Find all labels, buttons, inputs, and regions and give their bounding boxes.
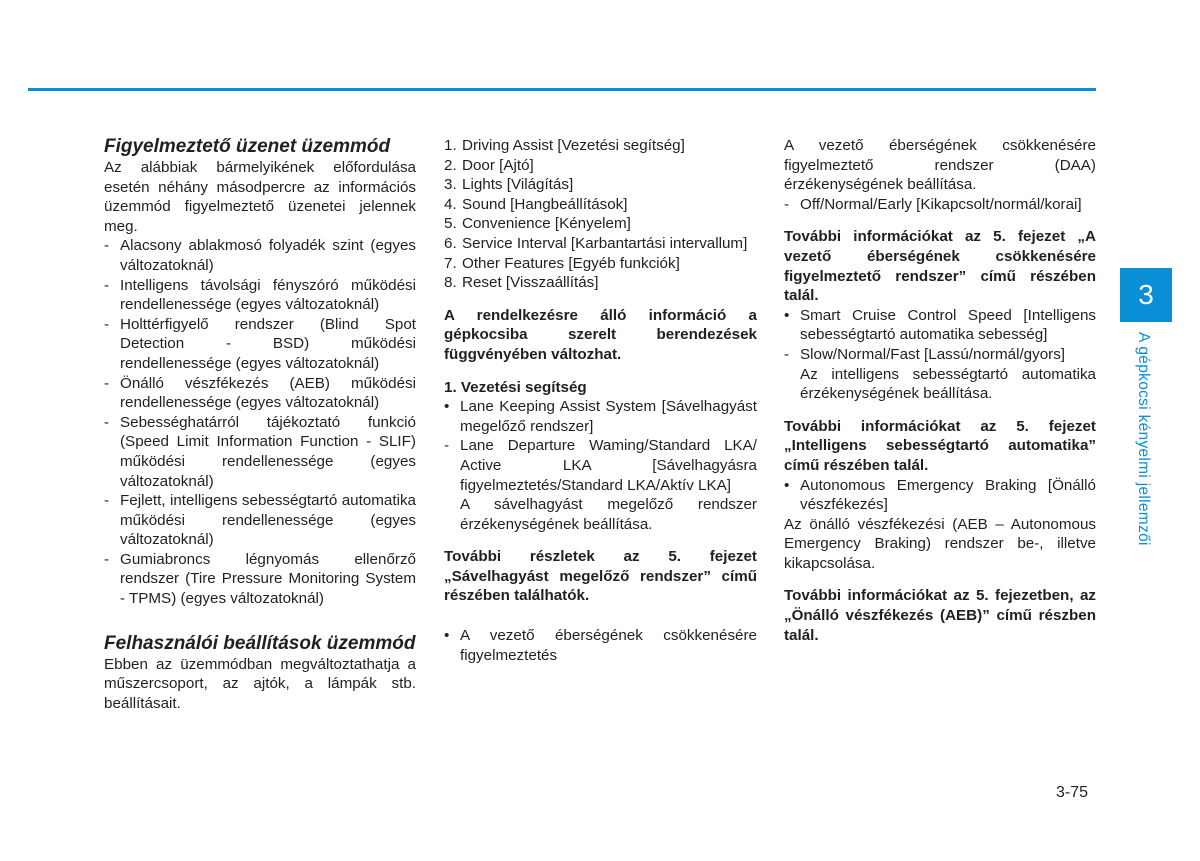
item-text: Reset [Visszaállítás]	[462, 274, 599, 292]
list-item	[104, 374, 416, 413]
list-item	[104, 491, 416, 550]
reference-aeb: További információkat az 5. fejezetben, az „Önálló vészfékezés (AEB)” című részben talál.	[784, 587, 1096, 644]
dash-marker: -	[104, 374, 110, 392]
menu-item	[444, 254, 757, 274]
item-number: 7.	[444, 254, 457, 272]
page-number: 3-75	[1056, 784, 1089, 801]
list-item	[784, 476, 1096, 515]
item-text: Other Features [Egyéb funkciók]	[462, 254, 680, 272]
item-text: Lights [Világítás]	[462, 176, 574, 194]
list-item-text: Off/Normal/Early [Kikapcsolt/normál/korai]	[800, 195, 1082, 213]
item-number: 3.	[444, 176, 457, 194]
column-3	[784, 136, 1096, 645]
dash-marker: -	[104, 413, 110, 431]
chapter-side-title: A gépkocsi kényelmi jellemzői	[1135, 332, 1152, 546]
dash-marker: -	[784, 345, 790, 363]
column-1	[104, 136, 416, 713]
list-item-text: Fejlett, intelligens sebességtartó automatika működési rendellenessége (egyes változatoknál)	[120, 492, 416, 549]
list-item-text: Gumiabroncs légnyomás ellenőrző rendszer (Tire Pressure Monitoring System - TPMS) (egyes változatoknál)	[120, 550, 416, 608]
item-text: Driving Assist [Vezetési segítség]	[462, 137, 685, 154]
list-item	[104, 550, 416, 609]
menu-item	[444, 156, 757, 176]
reference-daa: További információkat az 5. fejezet „A vezető éberségének csökkenésére figyelmeztető rendszer” című részében talál.	[784, 228, 1096, 305]
list-item	[784, 345, 1096, 404]
top-rule	[28, 88, 1096, 91]
menu-item	[444, 136, 757, 156]
item-number: 2.	[444, 156, 457, 174]
menu-item	[444, 234, 757, 254]
menu-item	[444, 195, 757, 215]
daa-options	[784, 195, 1096, 215]
driver-attention-list	[444, 626, 757, 665]
heading-warning-mode: Figyelmeztető üzenet üzemmód	[104, 136, 391, 157]
dash-marker: -	[104, 492, 110, 510]
reference-scc: További információkat az 5. fejezet „Intelligens sebességtartó automatika” című részében talál.	[784, 417, 1096, 474]
item-number: 5.	[444, 215, 457, 233]
item-number: 4.	[444, 195, 457, 213]
list-item-text: Lane Departure Waming/Standard LKA/ Active LKA [Sávelhagyásra figyelmeztetés/Standard LKA/Aktív LKA]	[460, 437, 757, 494]
item-number: 1.	[444, 137, 457, 154]
aeb-list	[784, 476, 1096, 515]
driving-assist-heading: 1. Vezetési segítség	[444, 378, 587, 396]
list-item-text: Alacsony ablakmosó folyadék szint (egyes változatoknál)	[120, 237, 416, 274]
list-item	[444, 626, 757, 665]
list-item	[784, 306, 1096, 345]
bullet-marker: •	[784, 476, 790, 494]
bullet-marker: •	[444, 398, 450, 416]
list-item	[444, 397, 757, 436]
settings-menu-list	[444, 136, 757, 293]
heading-user-settings: Felhasználói beállítások üzemmód	[104, 632, 416, 654]
chapter-number-tab: 3	[1120, 268, 1172, 322]
list-item-text: Intelligens távolsági fényszóró működési rendellenessége (egyes változatoknál)	[120, 276, 416, 314]
list-item-text: Autonomous Emergency Braking [Önálló vészfékezés]	[800, 476, 1096, 514]
warning-intro: Az alábbiak bármelyikének előfordulása esetén néhány másodpercre az információs üzemmód figyelmeztető üzenetei jelennek meg.	[104, 159, 416, 235]
item-text: Convenience [Kényelem]	[462, 215, 631, 233]
bullet-marker: •	[784, 306, 790, 324]
dash-marker: -	[104, 315, 110, 333]
item-text: Sound [Hangbeállítások]	[462, 195, 628, 213]
list-item-text: A vezető éberségének csökkenésére figyelmeztetés	[460, 627, 757, 664]
dash-marker: -	[104, 276, 110, 294]
list-item	[784, 195, 1096, 215]
list-item-text: Smart Cruise Control Speed [Intelligens sebességtartó automatika sebesség]	[800, 306, 1096, 344]
item-text: Service Interval [Karbantartási intervallum]	[462, 234, 748, 252]
list-item-text: Slow/Normal/Fast [Lassú/normál/gyors]	[800, 345, 1066, 363]
dash-marker: -	[784, 195, 790, 213]
list-item	[104, 276, 416, 315]
column-2	[444, 136, 757, 665]
list-item	[104, 315, 416, 374]
menu-item	[444, 273, 757, 293]
item-number: 6.	[444, 234, 457, 252]
list-item	[444, 436, 757, 534]
menu-item	[444, 214, 757, 234]
list-item-text: Sebességhatárról tájékoztató funkció (Speed Limit Information Function - SLIF) működési rendellenessége (egyes változatoknál)	[120, 413, 416, 490]
warning-list	[104, 236, 416, 608]
dash-marker: -	[444, 437, 450, 455]
list-item-desc: Az intelligens sebességtartó automatika érzékenységének beállítása.	[800, 365, 1096, 403]
driving-assist-list	[444, 397, 757, 534]
list-item	[104, 236, 416, 275]
dash-marker: -	[104, 550, 110, 568]
user-settings-para: Ebben az üzemmódban megváltoztathatja a műszercsoport, az ajtók, a lámpák stb. beállításait.	[104, 655, 416, 712]
daa-description: A vezető éberségének csökkenésére figyelmeztető rendszer (DAA) érzékenységének beállítása.	[784, 137, 1096, 194]
item-text: Door [Ajtó]	[462, 156, 534, 174]
reference-lka: További részletek az 5. fejezet „Sávelhagyást megelőző rendszer” című részében találhatók.	[444, 548, 757, 605]
item-number: 8.	[444, 274, 457, 292]
availability-note: A rendelkezésre álló információ a gépkocsiba szerelt berendezések függvényében változhat.	[444, 306, 757, 363]
list-item-text: Holttérfigyelő rendszer (Blind Spot Detection - BSD) működési rendellenessége (egyes változatoknál)	[120, 315, 416, 372]
bullet-marker: •	[444, 627, 450, 645]
list-item-text: Önálló vészfékezés (AEB) működési rendellenessége (egyes változatoknál)	[120, 374, 416, 412]
dash-marker: -	[104, 237, 110, 255]
scc-list	[784, 306, 1096, 404]
menu-item	[444, 175, 757, 195]
list-item-desc: A sávelhagyást megelőző rendszer érzékenységének beállítása.	[460, 496, 757, 533]
list-item-text: Lane Keeping Assist System [Sávelhagyást megelőző rendszer]	[460, 398, 757, 435]
list-item	[104, 413, 416, 491]
aeb-description: Az önálló vészfékezési (AEB – Autonomous Emergency Braking) rendszer be-, illetve kikapcsolása.	[784, 515, 1096, 572]
